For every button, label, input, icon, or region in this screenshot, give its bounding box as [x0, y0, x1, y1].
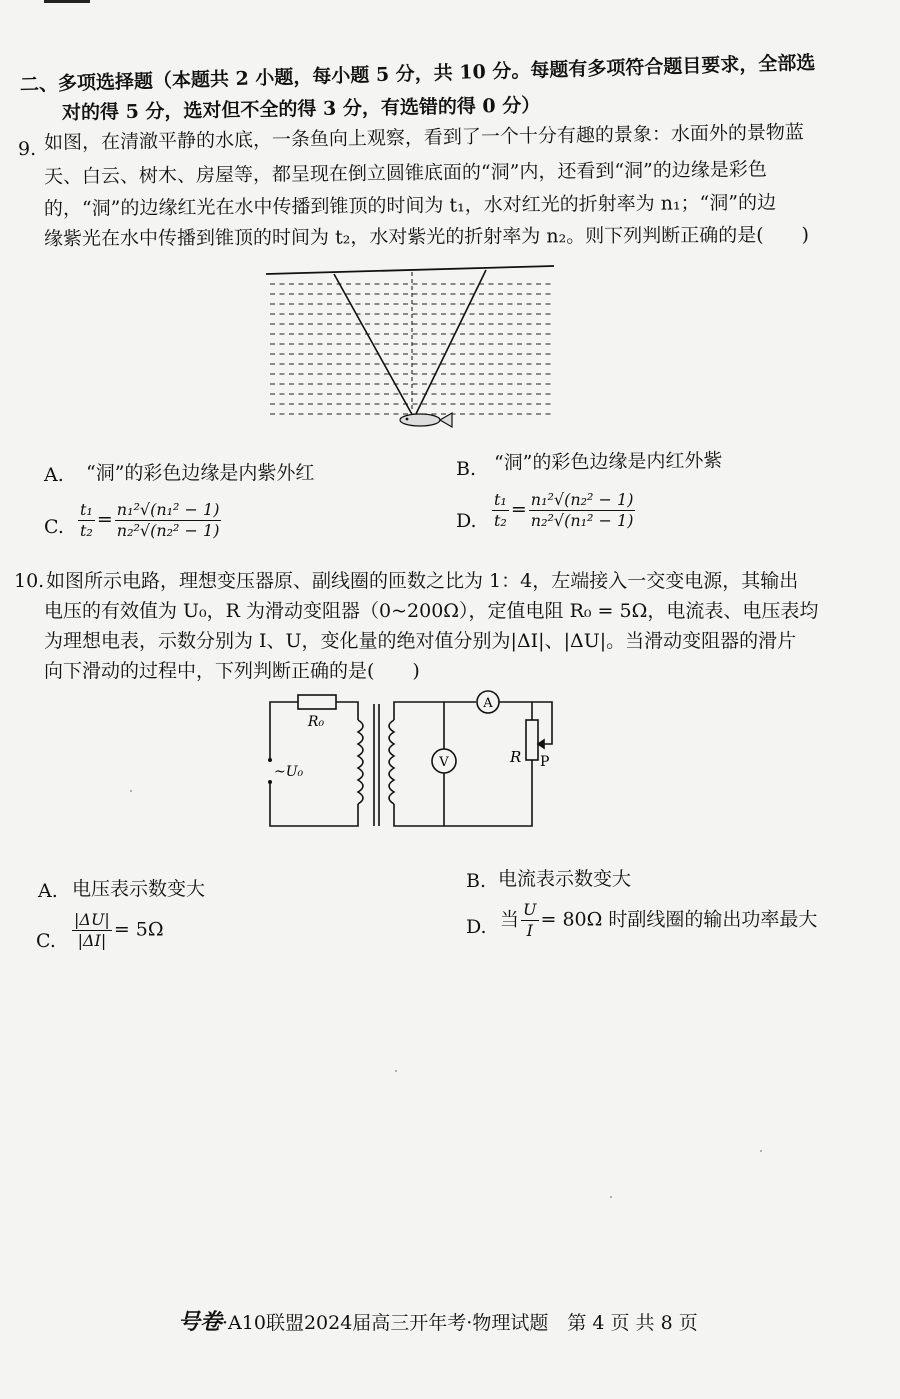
top-edge-mark: [44, 0, 90, 3]
q9-option-b-text: “洞”的彩色边缘是内红外紫: [493, 449, 723, 474]
scan-speck: [760, 1150, 762, 1152]
q10-option-c-label: C.: [36, 930, 56, 952]
rheostat-r: [526, 720, 538, 760]
page-footer: [178, 1308, 698, 1337]
water-surface-line: [266, 266, 554, 274]
q9-d-rhs: $\frac{\text{n₁²√(n₂² − 1)}}{\text{n₂²√(n₁² − 1)}}$: [530, 490, 634, 530]
primary-top-right-wire: [336, 702, 358, 720]
q10-circuit-diagram: [262, 690, 572, 835]
q9-option-d-label: D.: [456, 510, 477, 532]
q10-line2: 电压的有效值为 U₀，R 为滑动变阻器（0~200Ω），定值电阻 R₀ = 5Ω，电流表、电压表均: [44, 600, 819, 622]
q9-option-a-label: A.: [44, 464, 64, 486]
q10-option-b-label: B.: [466, 870, 487, 892]
q9-number: 9.: [18, 138, 37, 160]
primary-top-left-wire: [270, 702, 298, 760]
q10-option-a-label: A.: [38, 880, 58, 902]
q9-line4: 缘紫光在水中传播到锥顶的时间为 t₂，水对紫光的折射率为 n₂。则下列判断正确的是( ): [43, 223, 810, 250]
q9-line3: 的，“洞”的边缘红光在水中传播到锥顶的时间为 t₁，水对红光的折射率为 n₁；“洞”的边: [43, 191, 777, 220]
q9-option-c-formula: $\frac{\text{t₁}}{\text{t₂}}$ = $\frac{\text{n₁²√(n₁² − 1)}}{\text{n₂²√(n₂² − 1)}}$: [80, 500, 220, 540]
rheostat-label: R: [510, 748, 522, 766]
q9-c-lhs: $\frac{\text{t₁}}{\text{t₂}}$: [80, 500, 93, 540]
scan-speck: [610, 1196, 612, 1198]
q9-option-d-formula: $\frac{\text{t₁}}{\text{t₂}}$ = $\frac{\text{n₁²√(n₂² − 1)}}{\text{n₂²√(n₁² − 1)}}$: [494, 490, 634, 530]
q9-c-rhs: $\frac{\text{n₁²√(n₁² − 1)}}{\text{n₂²√(n₂² − 1)}}$: [116, 500, 220, 540]
q10-option-c-formula: $\frac{|\Delta U|}{|\Delta I|}$ = 5Ω: [74, 910, 164, 950]
voltmeter-label: V: [439, 755, 449, 770]
q9-line2: 天、白云、树木、房屋等，都呈现在倒立圆锥底面的“洞”内，还看到“洞”的边缘是彩色: [43, 158, 767, 188]
source-terminal-top: [268, 758, 272, 762]
q10-option-b-text: 电流表示数变大: [498, 868, 632, 890]
footer-text: ·A10联盟2024届高三开年考·物理试题 第 4 页 共 8 页: [222, 1312, 698, 1334]
cone-left-edge: [334, 274, 414, 418]
water-dashes: [270, 284, 551, 414]
source-terminal-bottom: [268, 780, 272, 784]
source-label: ~U₀: [274, 764, 304, 780]
section-heading-line1: 二、多项选择题（本题共 2 小题，每小题 5 分，共 10 分。每题有多项符合题目要求，全部选: [19, 51, 816, 96]
secondary-bottom-wire: [394, 760, 532, 826]
q9-option-a-text: “洞”的彩色边缘是内紫外红: [86, 462, 315, 484]
primary-coil: [358, 720, 363, 804]
slider-arrow-icon: [538, 740, 544, 748]
q9-cone-figure: [262, 262, 562, 442]
q10-number: 10.: [14, 570, 45, 592]
fish-icon: [400, 413, 452, 427]
q10-line4: 向下滑动的过程中，下列判断正确的是( ): [44, 660, 420, 682]
q10-line1: 如图所示电路，理想变压器原、副线圈的匝数之比为 1：4，左端接入一交变电源，其输出: [46, 570, 799, 592]
section-heading-line2: 对的得 5 分，选对但不全的得 3 分，有选错的得 0 分）: [61, 94, 541, 124]
footer-logo: 号卷: [178, 1309, 223, 1335]
q10-line3: 为理想电表，示数分别为 I、U，变化量的绝对值分别为|ΔI|、|ΔU|。当滑动变阻器的滑片: [44, 630, 797, 652]
slider-label: P: [540, 754, 550, 770]
q10-option-a-text: 电压表示数变大: [72, 878, 206, 900]
r0-resistor: [298, 695, 336, 709]
r0-label: R₀: [307, 714, 325, 730]
q10-option-d-label: D.: [466, 916, 487, 938]
scan-speck: [395, 1070, 397, 1072]
scan-speck: [130, 790, 132, 792]
ammeter-label: A: [483, 696, 493, 711]
q9-d-lhs: $\frac{\text{t₁}}{\text{t₂}}$: [494, 490, 507, 530]
q10-option-d-formula: 当 $\frac{U}{I}$ = 80Ω 时副线圈的输出功率最大: [500, 900, 818, 940]
q9-option-b-label: B.: [456, 458, 477, 480]
q9-line1: 如图，在清澈平静的水底，一条鱼向上观察，看到了一个十分有趣的景象：水面外的景物蓝: [43, 121, 805, 154]
secondary-top-wire: [394, 702, 476, 720]
q9-option-c-label: C.: [44, 516, 64, 538]
q10-d-fraction: $\frac{U}{I}$: [523, 900, 537, 940]
secondary-coil: [389, 720, 394, 804]
q10-c-fraction: $\frac{|\Delta U|}{|\Delta I|}$: [74, 910, 110, 950]
primary-bottom-wire: [270, 782, 358, 826]
